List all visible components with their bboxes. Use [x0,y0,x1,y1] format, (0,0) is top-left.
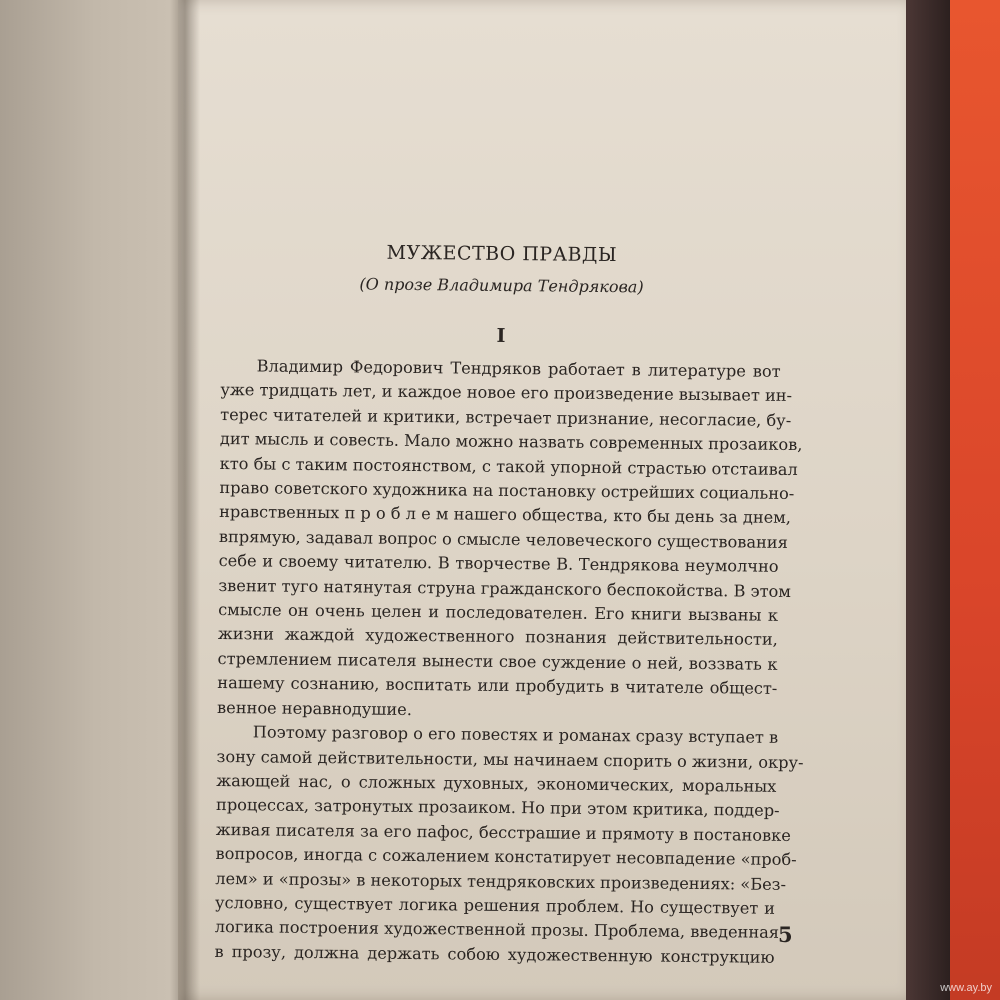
text-line: в прозу, должна держать собою художественную конструкцию [214,941,775,967]
text-line: смысле он очень целен и последователен. Его книги вызваны к [218,600,779,625]
left-page [0,0,190,1000]
text-line: себе и своему читателю. В творчестве В. Тендрякова неумолчно [218,551,779,577]
book-gutter [170,0,200,1000]
text-line: нашему сознанию, воспитать или пробудить в читателе общест- [217,673,778,699]
page-number: 5 [778,922,793,947]
text-line: условно, существует логика решения проблем. Но существует и [214,892,776,918]
text-line: право советского художника на постановку острейших социально- [219,478,795,504]
text-line: нравственных п р о б л е м нашего общества, кто бы день за днем, [219,502,792,528]
text-line: впрямую, задавал вопрос о смысле человеческого существования [218,526,788,552]
text-line: живая писателя за его пафос, бесстрашие и прямоту в постановке [215,819,792,845]
watermark: www.ay.by [940,982,992,994]
chapter-subtitle: (О прозе Владимира Тендрякова) [359,274,644,297]
chapter-title: МУЖЕСТВО ПРАВДЫ [386,241,618,267]
text-line: логика построения художественной прозы. Проблема, введенная [214,917,780,943]
text-line: кто бы с таким постоянством, с такой упорной страстью отстаивал [219,453,798,479]
text-line: лем» и «прозы» в некоторых тендряковских произведениях: «Без- [215,868,787,894]
text-line: терес читателей и критики, встречает признание, несогласие, бу- [220,404,792,430]
paragraph [217,354,803,726]
text-line: венное неравнодушие. [217,697,413,719]
text-line: дит мысль и совесть. Мало можно назвать современных прозаиков, [219,429,803,455]
page-text [214,240,804,970]
text-line: Владимир Федорович Тендряков работает в литературе вот [256,356,781,381]
text-line: жизни жаждой художественного познания действительности, [217,624,778,650]
text-line: вопросов, иногда с сожалением констатирует несовпадение «проб- [215,844,797,870]
text-line: жающей нас, о сложных духовных, экономических, моральных [216,770,777,796]
text-line: процессах, затронутых прозаиком. Но при этом критика, поддер- [215,795,780,821]
text-line: зону самой действительности, мы начинаем спорить о жизни, окру- [216,746,804,772]
text-line: Поэтому разговор о его повестях и романах сразу вступает в [252,722,779,747]
text-line: уже тридцать лет, и каждое новое его произведение вызывает ин- [220,380,793,406]
paragraph [214,720,804,970]
text-line: звенит туго натянутая струна гражданского беспокойства. В этом [218,575,792,601]
text-line: стремлением писателя вынести свое суждение о ней, воззвать к [217,648,778,674]
section-number: I [496,324,506,347]
